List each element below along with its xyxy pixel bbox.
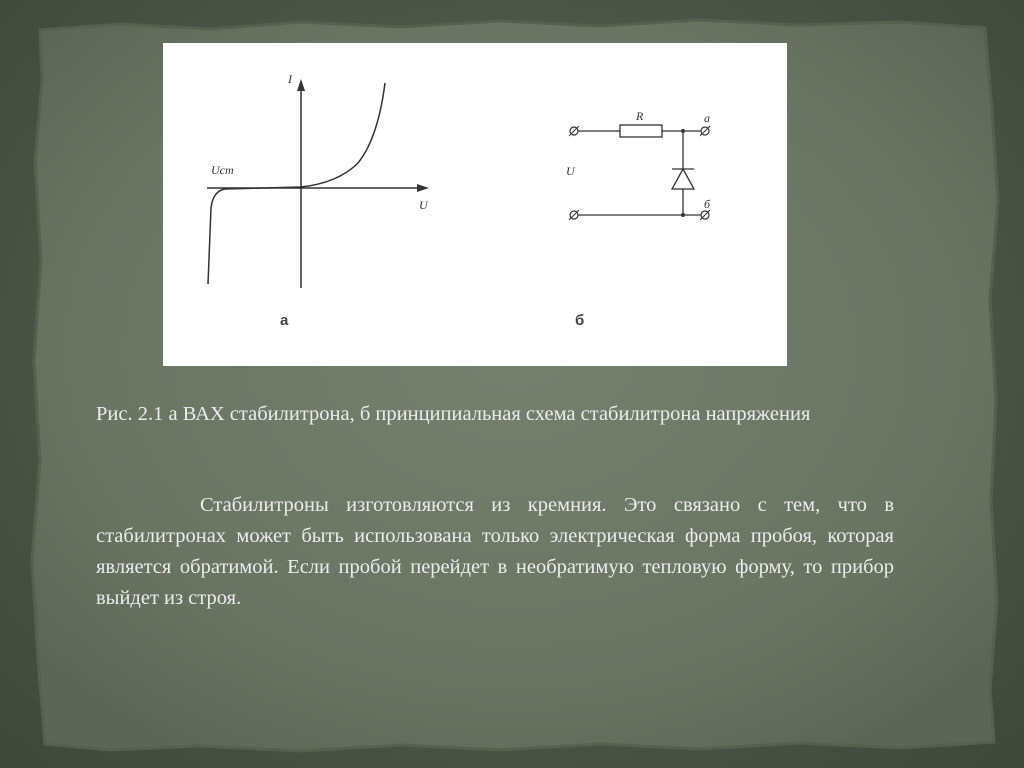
iv-characteristic-graph [207, 72, 429, 329]
body-paragraph: Стабилитроны изготовляются из кремния. Это связано с тем, что в стабилитронах может быть использована только электрическая форма пробоя, которая является обратимой. Если пробой перейдет в необратимую тепловую форму, то прибор выйдет из строя. [96, 494, 894, 609]
axis-current-label: I [288, 72, 292, 86]
figure-caption: Рис. 2.1 а ВАХ стабилитрона, б принципиальная схема стабилитрона напряжения [96, 403, 811, 425]
figure-drawing [163, 43, 787, 366]
zener-circuit-diagram [566, 109, 711, 329]
breakdown-voltage-label: Uст [211, 163, 234, 177]
axis-voltage-label: U [419, 198, 428, 212]
terminal-bottom-label: б [704, 197, 711, 211]
circuit-sublabel: б [575, 312, 585, 329]
terminal-top-label: а [704, 111, 710, 125]
resistor-label: R [636, 109, 644, 123]
circuit-voltage-label: U [566, 164, 575, 178]
figure-image [163, 43, 787, 366]
graph-sublabel: а [280, 312, 289, 329]
